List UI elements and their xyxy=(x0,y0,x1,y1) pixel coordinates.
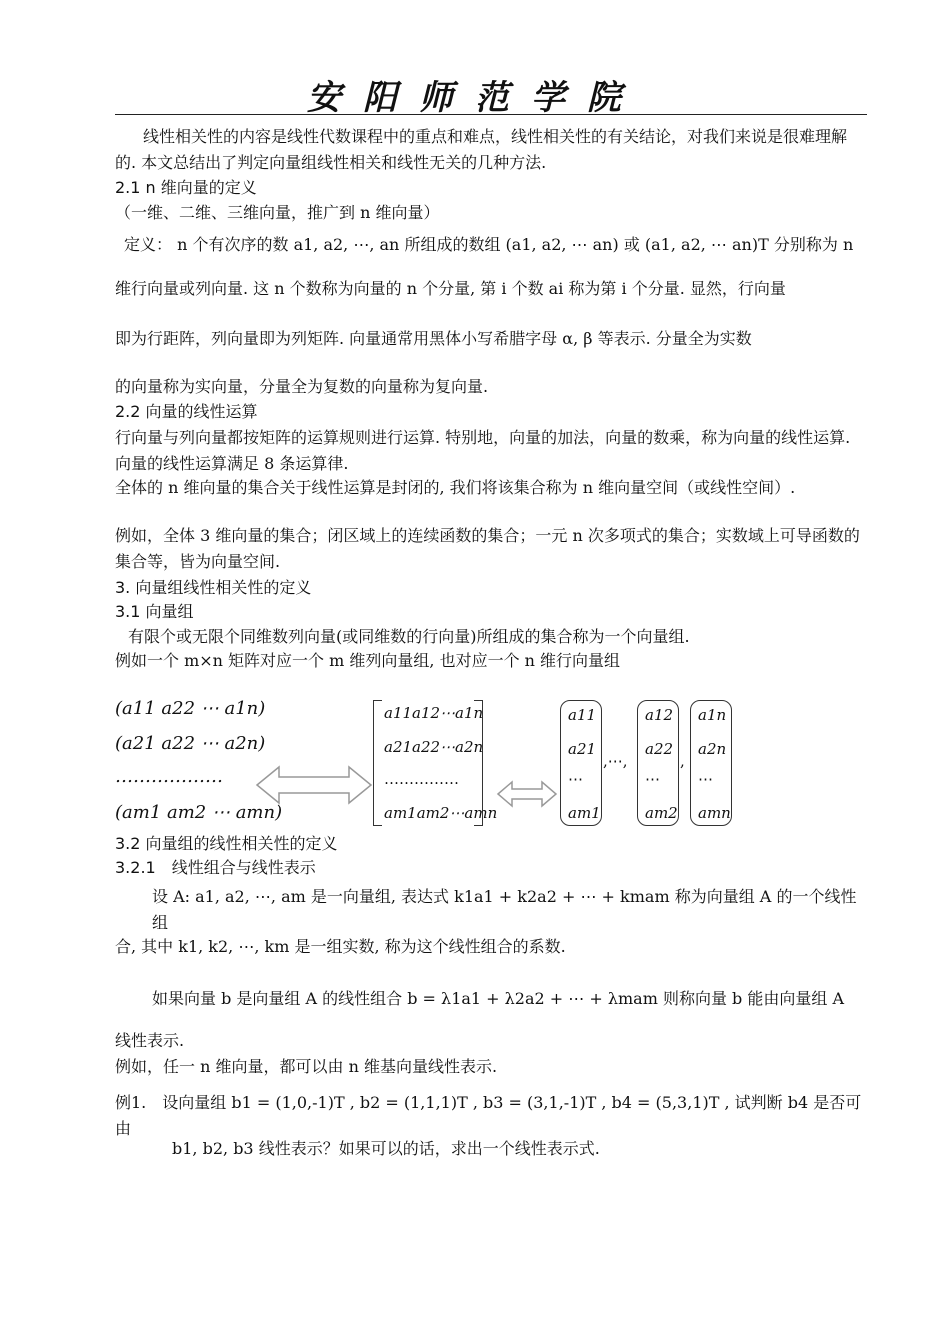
matrix-row-m: am1am2⋯amn xyxy=(384,804,498,822)
col2-entry-1: a12 xyxy=(645,706,674,724)
section-3-1-p1: 有限个或无限个同维数列向量(或同维数的行向量)所组成的集合称为一个向量组. xyxy=(128,627,690,646)
row-vector-1: (a11 a22 ⋯ a1n) xyxy=(115,698,266,719)
definition-line-4: 的向量称为实向量，分量全为复数的向量称为复向量. xyxy=(115,377,489,396)
col3-entry-m: amn xyxy=(698,804,731,822)
definition-line-1: 定义： n 个有次序的数 a1, a2, ⋯, an 所组成的数组 (a1, a2, ⋯ an) 或 (a1, a2, ⋯ an)T 分别称为 n xyxy=(124,235,854,254)
linear-representation-def-cont: 线性表示. xyxy=(115,1031,185,1050)
section-2-2-p2: 全体的 n 维向量的集合关于线性运算是封闭的, 我们将该集合称为 n 维向量空间（或线性空间）. xyxy=(115,478,796,497)
example-basis-vectors: 例如，任一 n 维向量，都可以由 n 维基向量线性表示. xyxy=(115,1057,498,1076)
intro-paragraph: 线性相关性的内容是线性代数课程中的重点和难点，线性相关性的有关结论，对我们来说是很难理解的. 本文总结出了判定向量组线性相关和线性无关的几种方法. xyxy=(115,127,848,172)
section-2-1-heading: 2.1 n 维向量的定义 xyxy=(115,178,257,197)
matrix-row-ellipsis: …………… xyxy=(384,770,459,788)
page-title: 安阳师范学院 xyxy=(307,78,643,118)
matrix-row-2: a21a22⋯a2n xyxy=(384,738,484,756)
section-2-2-heading: 2.2 向量的线性运算 xyxy=(115,402,258,421)
col3-entry-ellipsis: ⋯ xyxy=(698,770,713,788)
section-3-2-heading: 3.2 向量组的线性相关性的定义 xyxy=(115,834,338,853)
col1-entry-m: am1 xyxy=(568,804,601,822)
definition-line-3: 即为行距阵，列向量即为列矩阵. 向量通常用黑体小写希腊字母 α, β 等表示. 分量全为实数 xyxy=(115,329,752,348)
section-3-heading: 3. 向量组线性相关性的定义 xyxy=(115,578,312,597)
section-3-1-heading: 3.1 向量组 xyxy=(115,602,194,621)
column-separator: ,⋯, xyxy=(603,752,628,770)
example-1-line-1: 例1. 设向量组 b1 = (1,0,-1)T , b2 = (1,1,1)T , b3 = (3,1,-1)T , b4 = (5,3,1)T , 试判断 b4 是否可由 xyxy=(115,1093,862,1138)
linear-combination-def: 设 A: a1, a2, ⋯, am 是一向量组, 表达式 k1a1 + k2a2 + ⋯ + kmam 称为向量组 A 的一个线性组 xyxy=(152,887,857,932)
col2-entry-ellipsis: ⋯ xyxy=(645,770,660,788)
section-3-2-1-heading: 3.2.1 线性组合与线性表示 xyxy=(115,858,316,877)
definition-line-2: 维行向量或列向量. 这 n 个数称为向量的 n 个分量, 第 i 个数 ai 称为第 i 个分量. 显然，行向量 xyxy=(115,279,786,298)
column-separator-2: , xyxy=(680,752,685,770)
col1-entry-ellipsis: ⋯ xyxy=(568,770,583,788)
section-2-2-p3: 例如，全体 3 维向量的集合；闭区域上的连续函数的集合；一元 n 次多项式的集合；实数域上可导函数的集合等，皆为向量空间. xyxy=(115,526,860,571)
col2-entry-m: am2 xyxy=(645,804,678,822)
matrix-left-bracket xyxy=(373,700,382,826)
col1-entry-2: a21 xyxy=(568,740,597,758)
section-2-2-p1: 行向量与列向量都按矩阵的运算规则进行运算. 特别地，向量的加法，向量的数乘，称为向量的线性运算. 向量的线性运算满足 8 条运算律. xyxy=(115,428,851,473)
double-arrow-icon xyxy=(255,764,373,806)
col2-entry-2: a22 xyxy=(645,740,674,758)
col3-entry-2: a2n xyxy=(698,740,727,758)
col3-entry-1: a1n xyxy=(698,706,727,724)
row-vector-m: (am1 am2 ⋯ amn) xyxy=(115,802,283,823)
double-arrow-icon-2 xyxy=(496,779,558,809)
matrix-row-1: a11a12⋯a1n xyxy=(384,704,484,722)
section-2-1-note: （一维、二维、三维向量，推广到 n 维向量） xyxy=(115,203,440,222)
section-3-1-p2: 例如一个 m×n 矩阵对应一个 m 维列向量组, 也对应一个 n 维行向量组 xyxy=(115,651,621,670)
example-1-line-2: b1, b2, b3 线性表示？如果可以的话，求出一个线性表示式. xyxy=(172,1139,600,1158)
col1-entry-1: a11 xyxy=(568,706,597,724)
row-vector-ellipsis: ……………… xyxy=(115,766,223,787)
header-rule xyxy=(115,114,867,115)
linear-combination-def-cont: 合, 其中 k1, k2, ⋯, km 是一组实数, 称为这个线性组合的系数. xyxy=(115,937,566,956)
linear-representation-def: 如果向量 b 是向量组 A 的线性组合 b = λ1a1 + λ2a2 + ⋯ + λmam 则称向量 b 能由向量组 A xyxy=(152,989,845,1008)
row-vector-2: (a21 a22 ⋯ a2n) xyxy=(115,733,266,754)
